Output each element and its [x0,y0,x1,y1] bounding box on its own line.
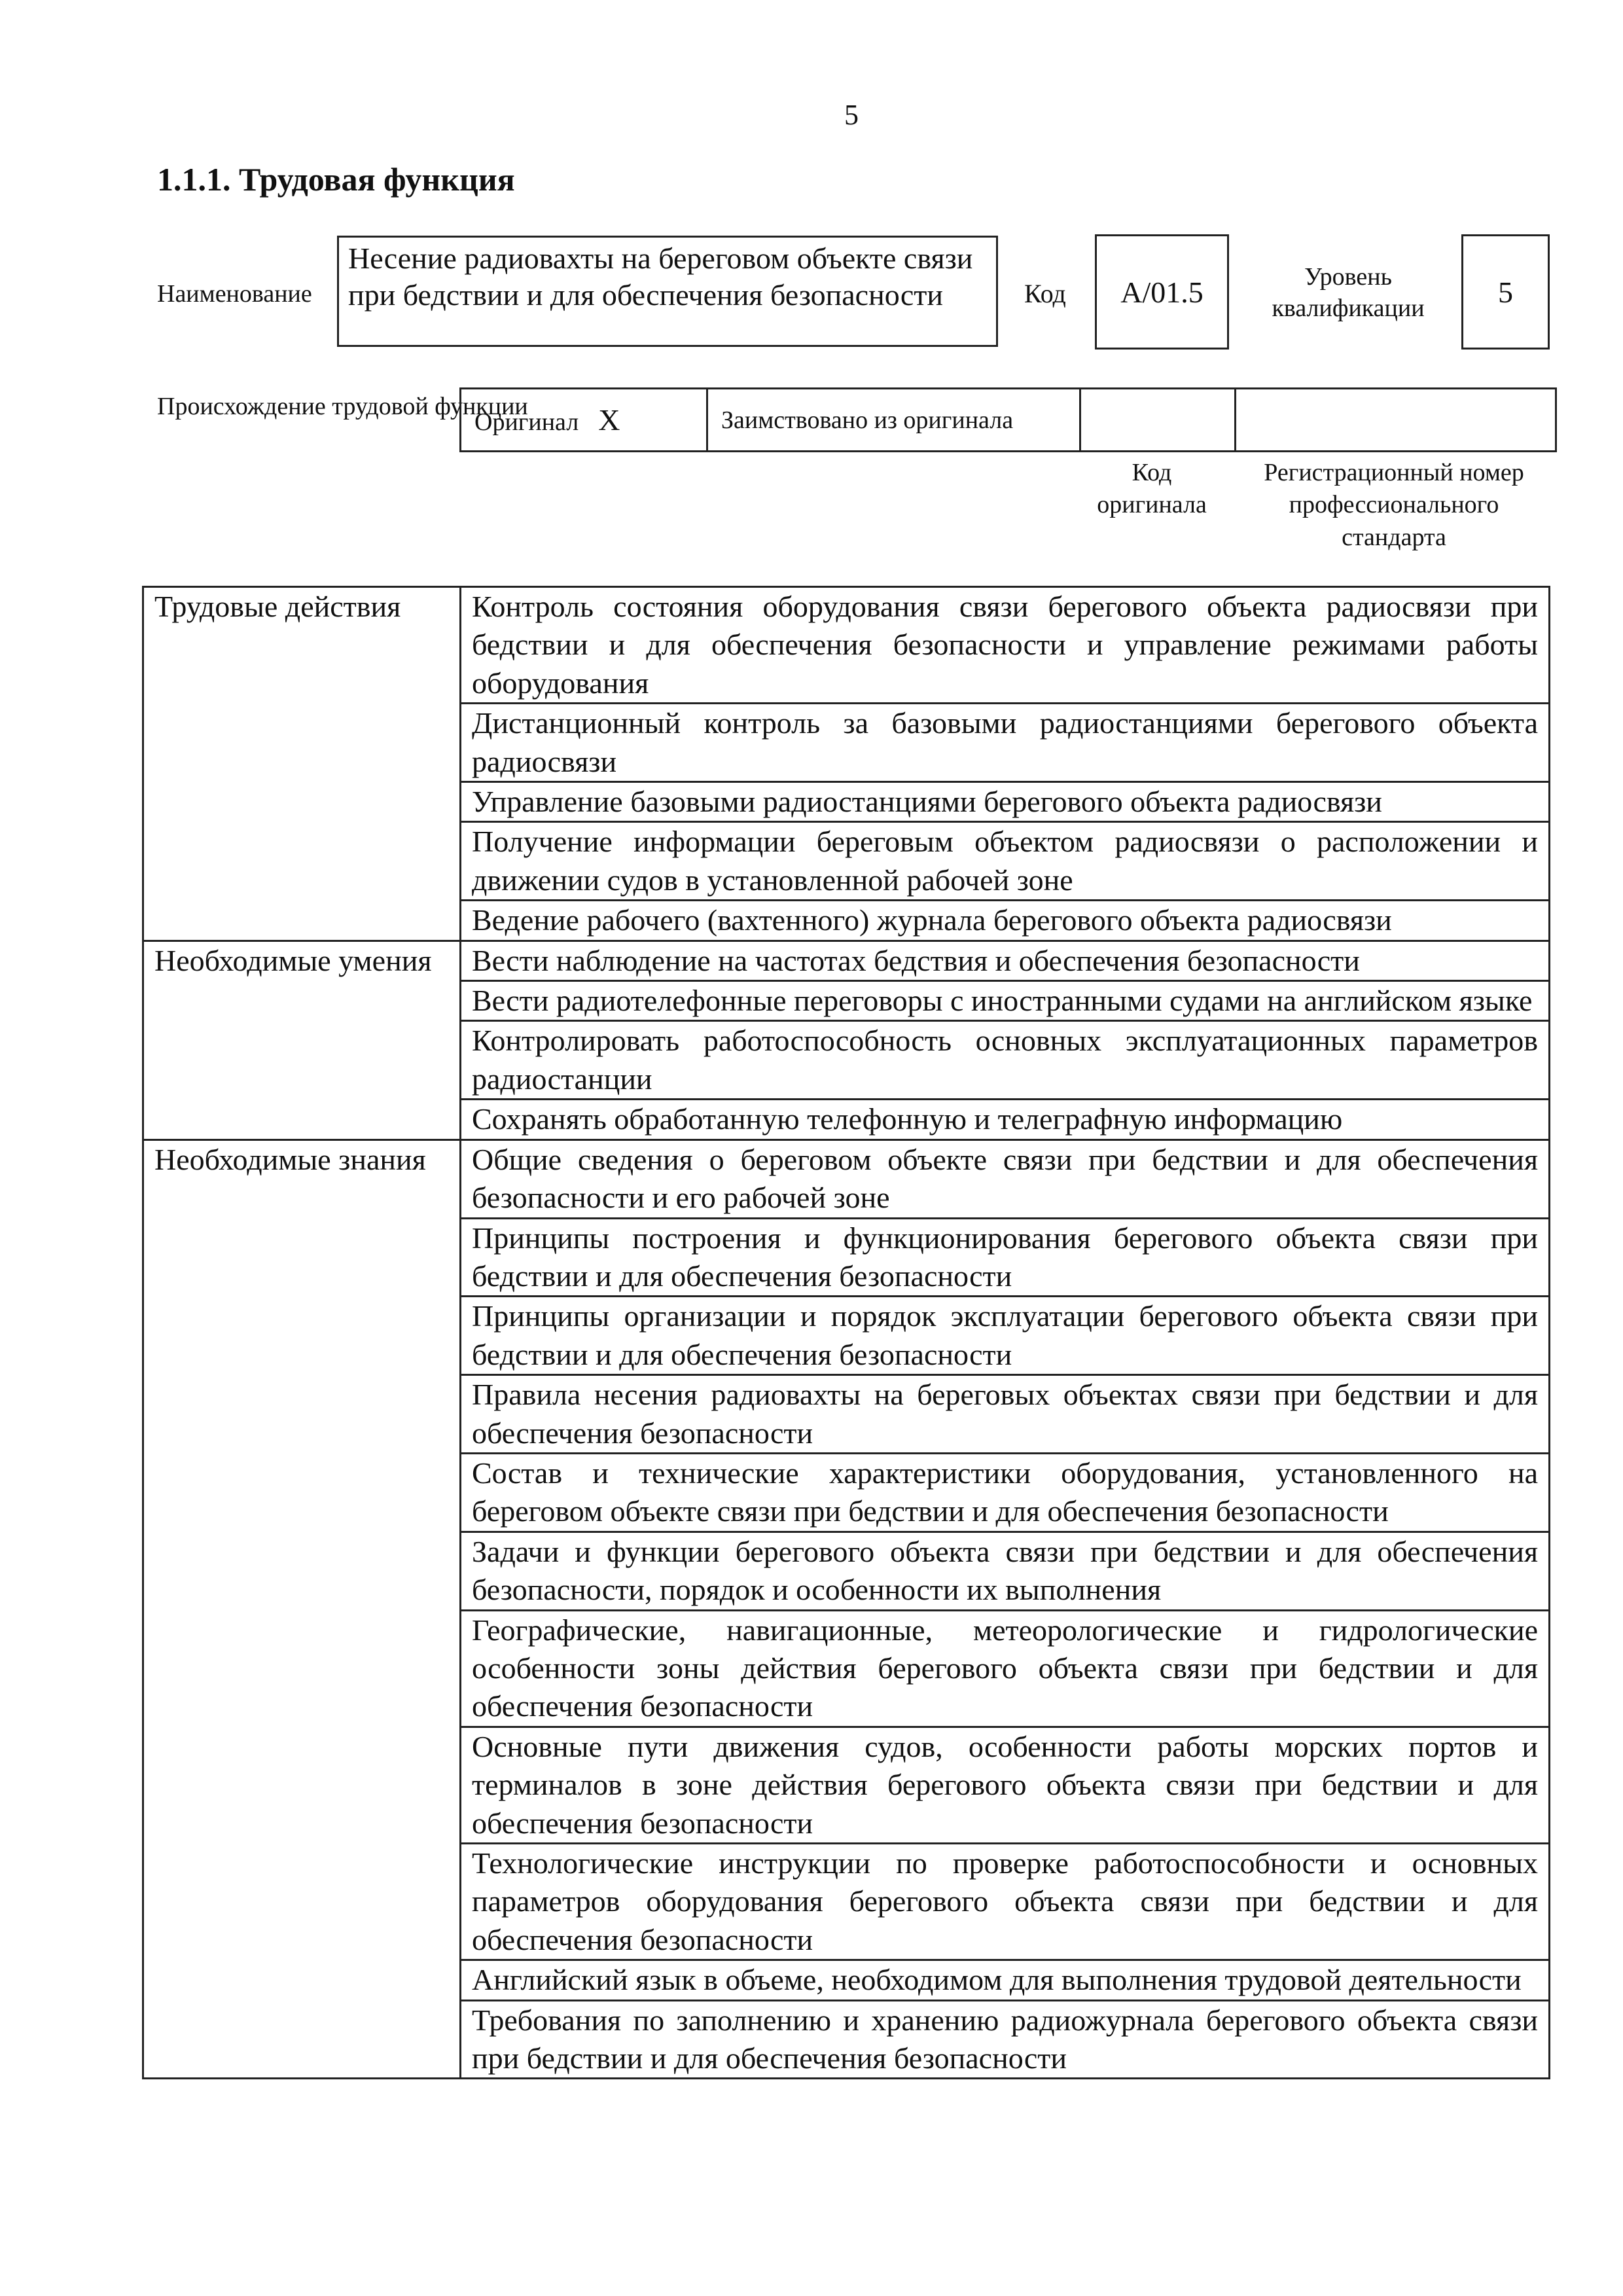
section-item: Ведение рабочего (вахтенного) журнала берегового объекта радиосвязи [461,901,1550,941]
origin-table [459,387,1557,452]
origin-original-cell [461,389,707,452]
function-details-table [142,586,1550,2079]
table-row [143,587,1550,704]
function-details-body [143,587,1550,2079]
section-item: Управление базовыми радиостанциями берегового объекта радиосвязи [461,782,1550,822]
table-row [143,1139,1550,1218]
code-label: Код [1024,279,1066,308]
name-label: Наименование [157,280,312,308]
section-item: Географические, навигационные, метеорологические и гидрологические особенности зоны действия берегового объекта связи при бедствии и для обеспечения безопасности [461,1610,1550,1727]
section-category: Необходимые умения [143,941,461,1139]
section-item: Общие сведения о береговом объекте связи при бедствии и для обеспечения безопасности и его рабочей зоне [461,1139,1550,1218]
qualification-level-label: Уровень квалификации [1272,263,1425,322]
origin-borrowed-cell [707,389,1080,452]
table-row [143,941,1550,980]
section-item: Принципы организации и порядок эксплуатации берегового объекта связи при бедствии и для обеспечения безопасности [461,1297,1550,1375]
origin-label-text: Происхождение трудовой функции [157,393,528,420]
section-item: Контролировать работоспособность основных эксплуатационных параметров радиостанции [461,1021,1550,1100]
section-item: Получение информации береговым объектом радиосвязи о расположении и движении судов в установленной рабочей зоне [461,822,1550,901]
origin-reg-caption: Регистрационный номер профессионального стандарта [1264,459,1524,551]
section-item: Дистанционный контроль за базовыми радиостанциями берегового объекта радиосвязи [461,704,1550,782]
section-item: Задачи и функции берегового объекта связи при бедствии и для обеспечения безопасности, порядок и особенности их выполнения [461,1532,1550,1610]
section-item: Сохранять обработанную телефонную и телеграфную информацию [461,1100,1550,1139]
origin-original-label: Оригинал [474,408,579,436]
section-title: 1.1.1. Трудовая функция [157,161,515,198]
section-item: Принципы построения и функционирования берегового объекта связи при бедствии и для обеспечения безопасности [461,1218,1550,1297]
origin-reg-number-cell [1236,389,1556,452]
section-item: Правила несения радиовахты на береговых объектах связи при бедствии и для обеспечения безопасности [461,1375,1550,1454]
qualification-level-box: 5 [1461,234,1550,350]
section-item: Требования по заполнению и хранению радиожурнала берегового объекта связи при бедствии и для обеспечения безопасности [461,2000,1550,2079]
section-item: Контроль состояния оборудования связи берегового объекта радиосвязи при бедствии и для обеспечения безопасности и управление режимами работы оборудования [461,587,1550,704]
section-item: Основные пути движения судов, особенности работы морских портов и терминалов в зоне действия берегового объекта связи при бедствии и для обеспечения безопасности [461,1727,1550,1843]
section-item: Вести наблюдение на частотах бедствия и обеспечения безопасности [461,941,1550,980]
section-item: Вести радиотелефонные переговоры с иностранными судами на английском языке [461,981,1550,1021]
origin-original-mark: Х [598,403,620,437]
section-category: Трудовые действия [143,587,461,941]
origin-borrowed-label: Заимствовано из оригинала [721,406,1014,434]
origin-code-caption: Код оригинала [1097,459,1207,519]
section-item: Английский язык в объеме, необходимом для выполнения трудовой деятельности [461,1960,1550,2000]
section-item: Состав и технические характеристики оборудования, установленного на береговом объекте связи при бедствии и для обеспечения безопасности [461,1453,1550,1532]
section-item: Технологические инструкции по проверке работоспособности и основных параметров оборудования берегового объекта связи при бедствии и для обеспечения безопасности [461,1844,1550,1960]
origin-code-cell [1080,389,1236,452]
page-number: 5 [844,99,859,131]
code-value-box: А/01.5 [1095,234,1229,350]
function-name-box: Несение радиовахты на береговом объекте связи при бедствии и для обеспечения безопасности [337,236,998,347]
section-category: Необходимые знания [143,1139,461,2079]
